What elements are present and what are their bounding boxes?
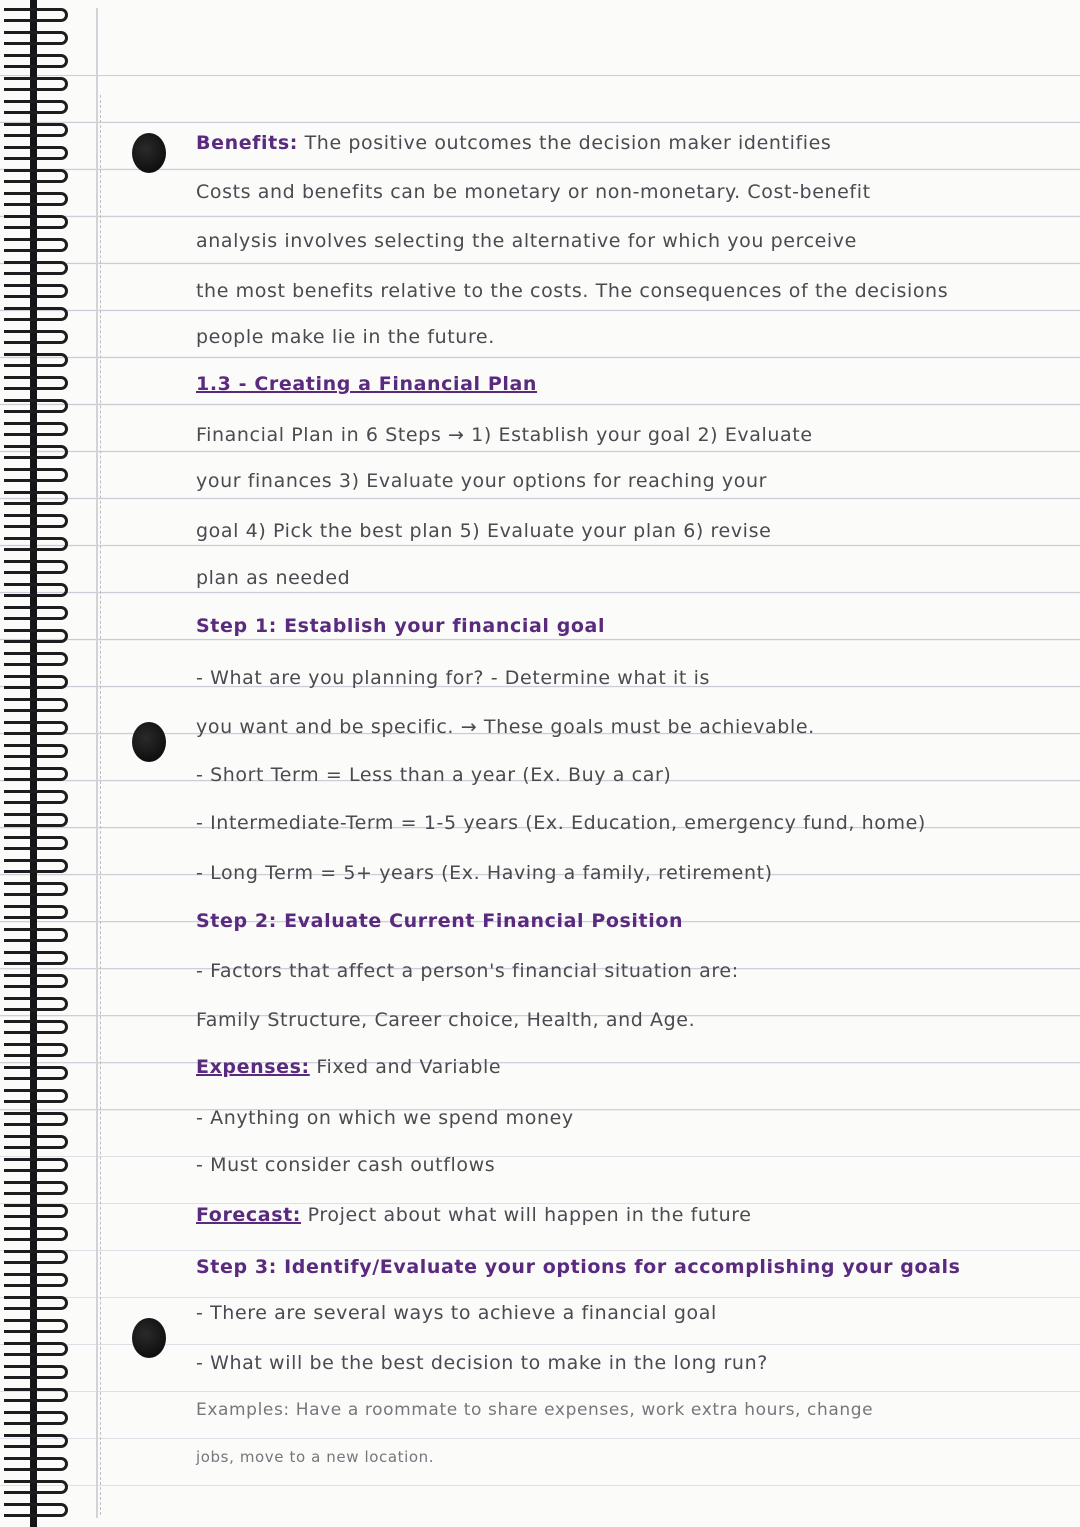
spiral-coil (4, 698, 68, 712)
spiral-coil (4, 445, 68, 459)
spiral-coil (4, 583, 68, 597)
note-line-forecast (196, 1204, 752, 1234)
punch-hole-top (132, 133, 166, 173)
spiral-coil (4, 376, 68, 390)
note-line: analysis involves selecting the alternative for which you perceive (196, 230, 857, 252)
spiral-coil (4, 928, 68, 942)
spiral-coil (4, 675, 68, 689)
note-line: - What are you planning for? - Determine what it is (196, 667, 710, 689)
spiral-coil (4, 8, 68, 22)
note-line: - Long Term = 5+ years (Ex. Having a family, retirement) (196, 862, 773, 884)
note-line: Examples: Have a roommate to share expenses, work extra hours, change (196, 1400, 874, 1420)
spiral-binding (0, 0, 76, 1527)
spiral-coil (4, 422, 68, 436)
note-line: Family Structure, Career choice, Health, and Age. (196, 1009, 696, 1031)
spiral-coil (4, 192, 68, 206)
note-line: jobs, move to a new location. (196, 1448, 435, 1466)
spiral-coil (4, 629, 68, 643)
spiral-coil (4, 1181, 68, 1195)
spiral-coil (4, 1342, 68, 1356)
punch-hole-bottom (132, 1318, 166, 1358)
spiral-coil (4, 606, 68, 620)
spiral-coil (4, 468, 68, 482)
spiral-coil (4, 491, 68, 505)
spiral-coil (4, 951, 68, 965)
spiral-coil (4, 652, 68, 666)
spiral-coil (4, 905, 68, 919)
page-top-margin (0, 0, 1080, 75)
note-line: goal 4) Pick the best plan 5) Evaluate your plan 6) revise (196, 520, 772, 542)
spiral-coil (4, 77, 68, 91)
spiral-coil (4, 1296, 68, 1310)
note-line: plan as needed (196, 567, 351, 589)
note-line-benefits (196, 132, 831, 162)
spiral-coil (4, 537, 68, 551)
note-line: - Must consider cash outflows (196, 1154, 496, 1176)
step-3-heading: Step 3: Identify/Evaluate your options for accomplishing your goals (196, 1256, 961, 1278)
spiral-coil (4, 1411, 68, 1425)
note-line: people make lie in the future. (196, 326, 495, 348)
note-line: the most benefits relative to the costs. The consequences of the decisions (196, 280, 949, 302)
spiral-coil (4, 353, 68, 367)
definition-benefits: The positive outcomes the decision maker identifies (297, 132, 832, 154)
term-benefits: Benefits: (196, 132, 298, 154)
spiral-coil (4, 238, 68, 252)
spiral-coil (4, 307, 68, 321)
term-expenses: Expenses: (196, 1056, 310, 1078)
note-line: - There are several ways to achieve a financial goal (196, 1302, 717, 1324)
spiral-coil (4, 1503, 68, 1517)
step-1-heading: Step 1: Establish your financial goal (196, 615, 606, 637)
spiral-coil (4, 1227, 68, 1241)
spiral-coil (4, 399, 68, 413)
spiral-coil (4, 767, 68, 781)
spiral-coil (4, 1365, 68, 1379)
note-line: - Short Term = Less than a year (Ex. Buy a car) (196, 764, 672, 786)
spiral-coil (4, 31, 68, 45)
spiral-coil (4, 813, 68, 827)
spiral-coil (4, 882, 68, 896)
perforation-edge (100, 95, 109, 1515)
spiral-coil (4, 744, 68, 758)
spiral-coil (4, 1388, 68, 1402)
note-line: - Intermediate-Term = 1-5 years (Ex. Education, emergency fund, home) (196, 812, 926, 834)
spiral-coil (4, 997, 68, 1011)
spiral-coil (4, 1020, 68, 1034)
spiral-coil (4, 1273, 68, 1287)
spiral-coil (4, 123, 68, 137)
note-line: - What will be the best decision to make in the long run? (196, 1352, 768, 1374)
spiral-coil (4, 1158, 68, 1172)
spiral-coil (4, 54, 68, 68)
spiral-coil (4, 1480, 68, 1494)
spiral-coil (4, 1457, 68, 1471)
note-line: - Anything on which we spend money (196, 1107, 574, 1129)
spiral-coil (4, 974, 68, 988)
punch-hole-middle (132, 722, 166, 762)
spiral-coil (4, 1043, 68, 1057)
spiral-coil (4, 100, 68, 114)
note-line: - Factors that affect a person's financial situation are: (196, 960, 739, 982)
spiral-coil (4, 790, 68, 804)
step-2-heading: Step 2: Evaluate Current Financial Position (196, 910, 684, 932)
spiral-coil (4, 1066, 68, 1080)
spiral-coil (4, 859, 68, 873)
spiral-coil (4, 1250, 68, 1264)
spiral-coil (4, 169, 68, 183)
spiral-coil (4, 514, 68, 528)
spiral-coil (4, 284, 68, 298)
margin-line (96, 8, 98, 1518)
definition-expenses: Fixed and Variable (309, 1056, 502, 1078)
spiral-coil (4, 215, 68, 229)
note-line-expenses (196, 1056, 501, 1086)
spiral-coil (4, 261, 68, 275)
spiral-coil (4, 1089, 68, 1103)
spiral-coil (4, 1319, 68, 1333)
spiral-coil (4, 1135, 68, 1149)
note-line: you want and be specific. → These goals must be achievable. (196, 716, 815, 738)
spiral-coil (4, 721, 68, 735)
note-line: your finances 3) Evaluate your options for reaching your (196, 470, 768, 492)
spiral-coil (4, 146, 68, 160)
spiral-coil (4, 330, 68, 344)
spiral-coil (4, 1112, 68, 1126)
note-line: Costs and benefits can be monetary or non-monetary. Cost-benefit (196, 181, 871, 203)
note-line: Financial Plan in 6 Steps → 1) Establish your goal 2) Evaluate (196, 424, 813, 446)
definition-forecast: Project about what will happen in the future (301, 1204, 752, 1226)
spiral-coil (4, 1204, 68, 1218)
term-forecast: Forecast: (196, 1204, 301, 1226)
spiral-coil (4, 560, 68, 574)
spiral-coil (4, 1434, 68, 1448)
section-heading-financial-plan: 1.3 - Creating a Financial Plan (196, 373, 538, 395)
spiral-coil (4, 836, 68, 850)
